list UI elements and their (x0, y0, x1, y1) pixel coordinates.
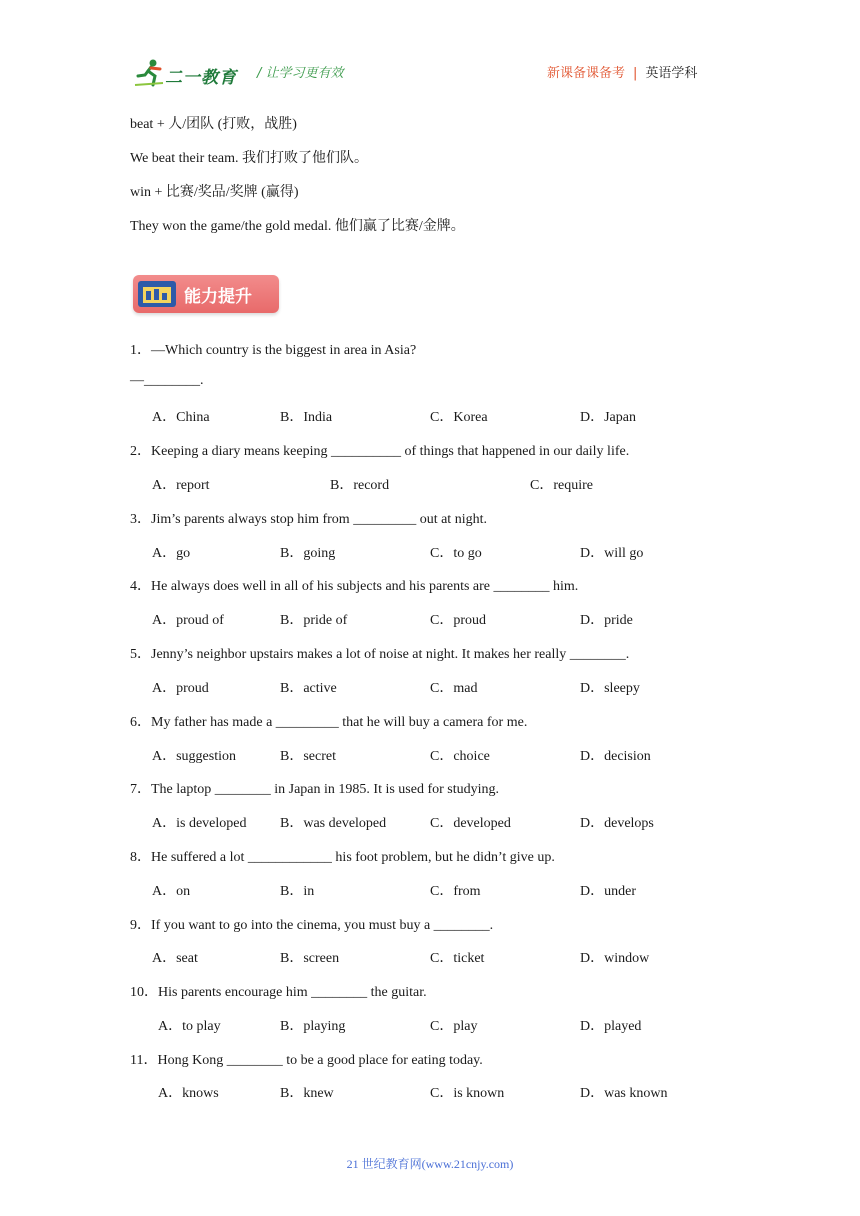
option[interactable]: A．seat (152, 951, 198, 966)
option[interactable]: A．on (152, 884, 191, 899)
option[interactable]: A．suggestion (152, 749, 236, 764)
option[interactable]: C．play (430, 1019, 478, 1034)
option[interactable]: B．India (280, 410, 333, 425)
option[interactable]: C．to go (430, 546, 482, 561)
logo-text: 二一教育 (165, 68, 237, 88)
header-subject: 英语学科 (645, 66, 698, 81)
option[interactable]: C．developed (430, 816, 511, 831)
option[interactable]: D．Japan (580, 410, 636, 425)
note-line: beat + 人/团队 (打败，战胜) (130, 117, 297, 132)
option[interactable]: C．Korea (430, 410, 488, 425)
option[interactable]: B．record (330, 478, 390, 493)
logo (133, 58, 243, 88)
option[interactable]: B．in (280, 884, 315, 899)
option[interactable]: C．mad (430, 681, 478, 696)
section-title: 能力提升 (184, 287, 252, 307)
section-badge (133, 275, 279, 313)
option[interactable]: D．played (580, 1019, 642, 1034)
option[interactable]: D．under (580, 884, 636, 899)
option[interactable]: B．knew (280, 1086, 334, 1101)
note-line: win + 比赛/奖品/奖牌 (赢得) (130, 185, 299, 200)
note-line: They won the game/the gold medal. 他们赢了比赛/金牌。 (130, 219, 465, 234)
question-stem: 8．He suffered a lot ____________ his foot problem, but he didn’t give up. (130, 850, 555, 865)
option[interactable]: B．playing (280, 1019, 346, 1034)
option[interactable]: A．proud of (152, 613, 224, 628)
option[interactable]: A．report (152, 478, 210, 493)
question-stem: 1．—Which country is the biggest in area in Asia? (130, 343, 417, 358)
question-stem: 5．Jenny’s neighbor upstairs makes a lot of noise at night. It makes her really ________. (130, 647, 630, 662)
question-stem: 2．Keeping a diary means keeping __________ of things that happened in our daily life. (130, 444, 630, 459)
option[interactable]: A．China (152, 410, 210, 425)
option[interactable]: A．proud (152, 681, 209, 696)
note-line: We beat their team. 我们打败了他们队。 (130, 151, 368, 166)
option[interactable]: C．is known (430, 1086, 505, 1101)
option[interactable]: D．was known (580, 1086, 668, 1101)
option[interactable]: C．from (430, 884, 481, 899)
option[interactable]: A．is developed (152, 816, 247, 831)
option[interactable]: C．choice (430, 749, 490, 764)
option[interactable]: D．pride (580, 613, 633, 628)
option[interactable]: D．decision (580, 749, 651, 764)
podium-icon (138, 281, 176, 307)
option[interactable]: B．was developed (280, 816, 387, 831)
option[interactable]: D．sleepy (580, 681, 640, 696)
option[interactable]: B．screen (280, 951, 340, 966)
option[interactable]: C．ticket (430, 951, 485, 966)
option[interactable]: A．knows (158, 1086, 219, 1101)
option[interactable]: C．proud (430, 613, 486, 628)
slogan: / 让学习更有效 (257, 66, 344, 81)
option[interactable]: B．active (280, 681, 337, 696)
option[interactable]: D．window (580, 951, 650, 966)
option[interactable]: B．going (280, 546, 336, 561)
option[interactable]: D．develops (580, 816, 654, 831)
answer-blank: —________. (130, 373, 204, 388)
option[interactable]: B．secret (280, 749, 336, 764)
question-stem: 10．His parents encourage him ________ the guitar. (130, 985, 427, 1000)
header-right (547, 62, 697, 81)
question-stem: 7．The laptop ________ in Japan in 1985. It is used for studying. (130, 782, 500, 797)
question-stem: 9．If you want to go into the cinema, you must buy a ________. (130, 918, 494, 933)
header-separator: | (633, 66, 638, 81)
footer-link[interactable]: 21 世纪教育网(www.21cnjy.com) (346, 1157, 514, 1171)
question-stem: 6．My father has made a _________ that he will buy a camera for me. (130, 715, 528, 730)
option[interactable]: A．to play (158, 1019, 221, 1034)
option[interactable]: A．go (152, 546, 191, 561)
option[interactable]: B．pride of (280, 613, 348, 628)
question-stem: 4．He always does well in all of his subjects and his parents are ________ him. (130, 579, 579, 594)
option[interactable]: C．require (530, 478, 593, 493)
runner-logo-icon (133, 58, 167, 88)
page-header (0, 0, 860, 100)
header-course-label: 新课备课备考 (547, 66, 626, 81)
option[interactable]: D．will go (580, 546, 644, 561)
question-stem: 11．Hong Kong ________ to be a good place for eating today. (130, 1053, 483, 1068)
question-stem: 3．Jim’s parents always stop him from _________ out at night. (130, 512, 487, 527)
